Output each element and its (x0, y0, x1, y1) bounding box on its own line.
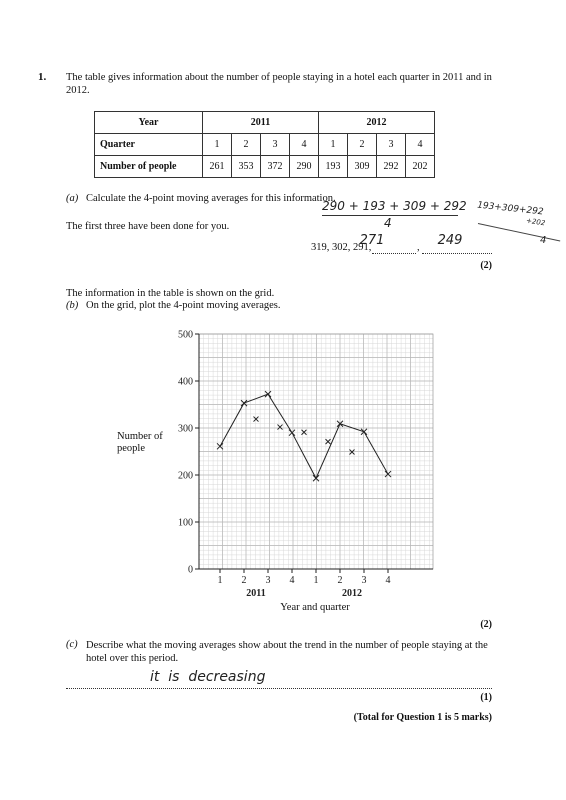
y-tick-label: 500 (178, 329, 193, 341)
answer-2: 249 (437, 233, 463, 248)
answer-1: 271 (359, 233, 385, 248)
x-tick-label: 2 (337, 575, 343, 586)
y-label-line-1: Number of (117, 431, 163, 442)
answer-separator: , (417, 242, 420, 253)
x-year-label: 2011 (246, 588, 266, 599)
people-header: Number of people (95, 156, 203, 178)
quarter-header: Quarter (95, 134, 203, 156)
total-marks: (Total for Question 1 is 5 marks) (353, 712, 492, 723)
working-1-denominator: 4 (384, 216, 392, 230)
x-tick-label: 3 (265, 575, 271, 586)
part-c-prompt: Describe what the moving averages show about the trend in the number of people staying at the hotel over this period. (86, 640, 488, 664)
y-tick-label: 100 (178, 517, 193, 529)
people-cell: 193 (319, 156, 348, 178)
quarter-cell: 1 (203, 134, 232, 156)
working-1-numerator: 290 + 193 + 309 + 292 (322, 199, 467, 213)
people-cell: 292 (377, 156, 406, 178)
question-number: 1. (38, 71, 47, 83)
part-a-prompt: Calculate the 4-point moving averages for this information. (86, 193, 336, 204)
year-2011-header: 2011 (203, 112, 319, 134)
given-averages: 319, 302, 291, (311, 242, 372, 253)
quarter-cell: 4 (290, 134, 319, 156)
quarter-cell: 3 (261, 134, 290, 156)
part-b-statement: The information in the table is shown on the grid. (66, 288, 275, 299)
x-tick-label: 1 (313, 575, 319, 586)
part-c-marks: (1) (480, 692, 492, 703)
chart-y-ticks (178, 330, 199, 576)
part-a-marks: (2) (480, 260, 492, 271)
part-b-prompt: On the grid, plot the 4-point moving averages. (86, 300, 281, 311)
part-c-answer: it is decreasing (150, 669, 266, 685)
y-tick-label: 400 (178, 376, 193, 388)
year-2012-header: 2012 (319, 112, 435, 134)
part-b-letter: (b) (66, 300, 79, 311)
part-c-letter: (c) (66, 639, 78, 650)
question-intro: The table gives information about the number of people staying in a hotel each quarter in 2011 and in 2012. (66, 72, 492, 96)
x-year-label: 2012 (342, 588, 362, 599)
working-2-extra: +202 (525, 216, 546, 228)
people-cell: 202 (406, 156, 435, 178)
x-tick-label: 4 (289, 575, 295, 586)
quarter-cell: 2 (232, 134, 261, 156)
part-a-letter: (a) (66, 193, 79, 204)
quarter-cell: 1 (319, 134, 348, 156)
year-header: Year (95, 112, 203, 134)
people-cell: 290 (290, 156, 319, 178)
y-tick-label: 0 (188, 564, 193, 576)
people-cell: 309 (348, 156, 377, 178)
y-tick-label: 200 (178, 470, 193, 482)
people-cell: 372 (261, 156, 290, 178)
working-2-numerator: 193+309+292 (476, 200, 544, 218)
part-b-marks: (2) (480, 619, 492, 630)
part-c-answer-line (66, 674, 492, 689)
y-tick-label: 300 (178, 423, 193, 435)
people-cell: 261 (203, 156, 232, 178)
working-2-denominator: 4 (540, 235, 547, 246)
x-tick-label: 3 (361, 575, 367, 586)
quarter-cell: 4 (406, 134, 435, 156)
quarter-cell: 2 (348, 134, 377, 156)
part-a-note: The first three have been done for you. (66, 221, 230, 232)
chart-x-ticks (218, 569, 391, 599)
chart-x-label: Year and quarter (280, 602, 350, 613)
x-tick-label: 1 (217, 575, 223, 586)
x-tick-label: 2 (241, 575, 247, 586)
x-tick-label: 4 (385, 575, 391, 586)
people-cell: 353 (232, 156, 261, 178)
quarter-cell: 3 (377, 134, 406, 156)
chart-grid (199, 334, 433, 569)
y-label-line-2: people (117, 443, 145, 454)
